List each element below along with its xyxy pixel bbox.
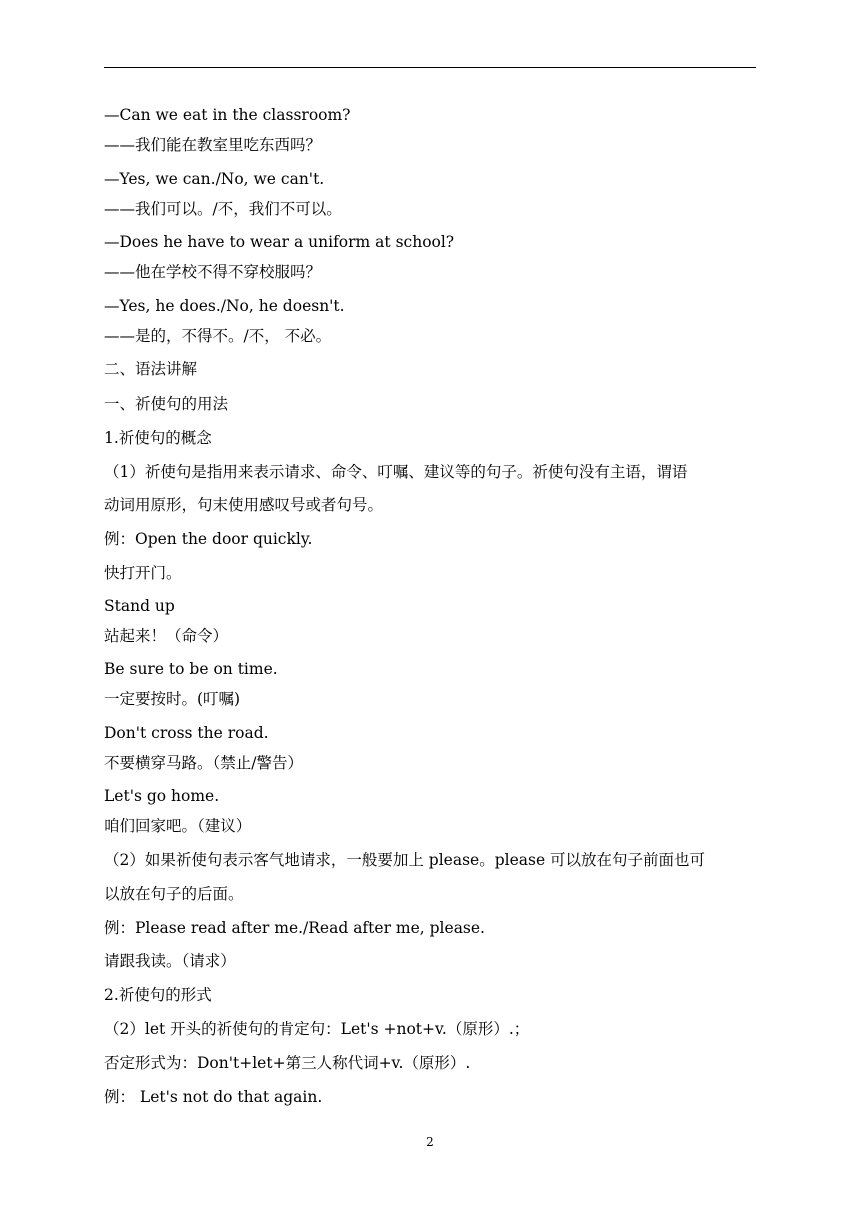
text-line: —Yes, he does./No, he doesn't. xyxy=(104,297,345,315)
text-line: Don't cross the road. xyxy=(104,724,269,742)
text-line: Stand up xyxy=(104,597,175,615)
text-line: ——是的，不得不。/不， 不必。 xyxy=(104,327,332,345)
subsection-heading: 1.祈使句的概念 xyxy=(104,429,212,447)
text-line: （2）let 开头的祈使句的肯定句：Let's +not+v.（原形）.； xyxy=(104,1020,530,1038)
text-line: 以放在句子的后面。 xyxy=(104,885,244,903)
text-line: 一定要按时。(叮嘱) xyxy=(104,690,241,708)
text-line: ——我们可以。/不，我们不可以。 xyxy=(104,200,342,218)
text-line: 快打开门。 xyxy=(104,564,182,582)
section-heading: 一、祈使句的用法 xyxy=(104,395,229,413)
text-line: Let's go home. xyxy=(104,787,220,805)
text-line: 咱们回家吧。（建议） xyxy=(104,817,252,835)
text-line: 站起来！（命令） xyxy=(104,627,229,645)
header-rule xyxy=(104,67,756,68)
text-line: 例：Please read after me./Read after me, please. xyxy=(104,919,485,937)
text-line: （1）祈使句是指用来表示请求、命令、叮嘱、建议等的句子。祈使句没有主语，谓语 xyxy=(104,463,688,481)
text-line: Be sure to be on time. xyxy=(104,660,278,678)
section-heading: 二、语法讲解 xyxy=(104,360,198,378)
text-line: ——我们能在教室里吃东西吗？ xyxy=(104,136,322,154)
text-line: —Yes, we can./No, we can't. xyxy=(104,170,325,188)
text-line: —Can we eat in the classroom? xyxy=(104,106,351,124)
text-line: ——他在学校不得不穿校服吗？ xyxy=(104,263,322,281)
text-line: 请跟我读。（请求） xyxy=(104,952,236,970)
page-number: 2 xyxy=(426,1135,434,1149)
text-line: 否定形式为：Don't+let+第三人称代词+v.（原形）. xyxy=(104,1054,471,1072)
text-line: —Does he have to wear a uniform at school? xyxy=(104,233,455,251)
text-line: 例： Let's not do that again. xyxy=(104,1088,323,1106)
text-line: （2）如果祈使句表示客气地请求，一般要加上 please。please 可以放在句子前面也可 xyxy=(104,851,706,869)
text-line: 例：Open the door quickly. xyxy=(104,530,313,548)
text-line: 不要横穿马路。（禁止/警告） xyxy=(104,754,303,772)
subsection-heading: 2.祈使句的形式 xyxy=(104,986,212,1004)
text-line: 动词用原形，句末使用感叹号或者句号。 xyxy=(104,496,384,514)
